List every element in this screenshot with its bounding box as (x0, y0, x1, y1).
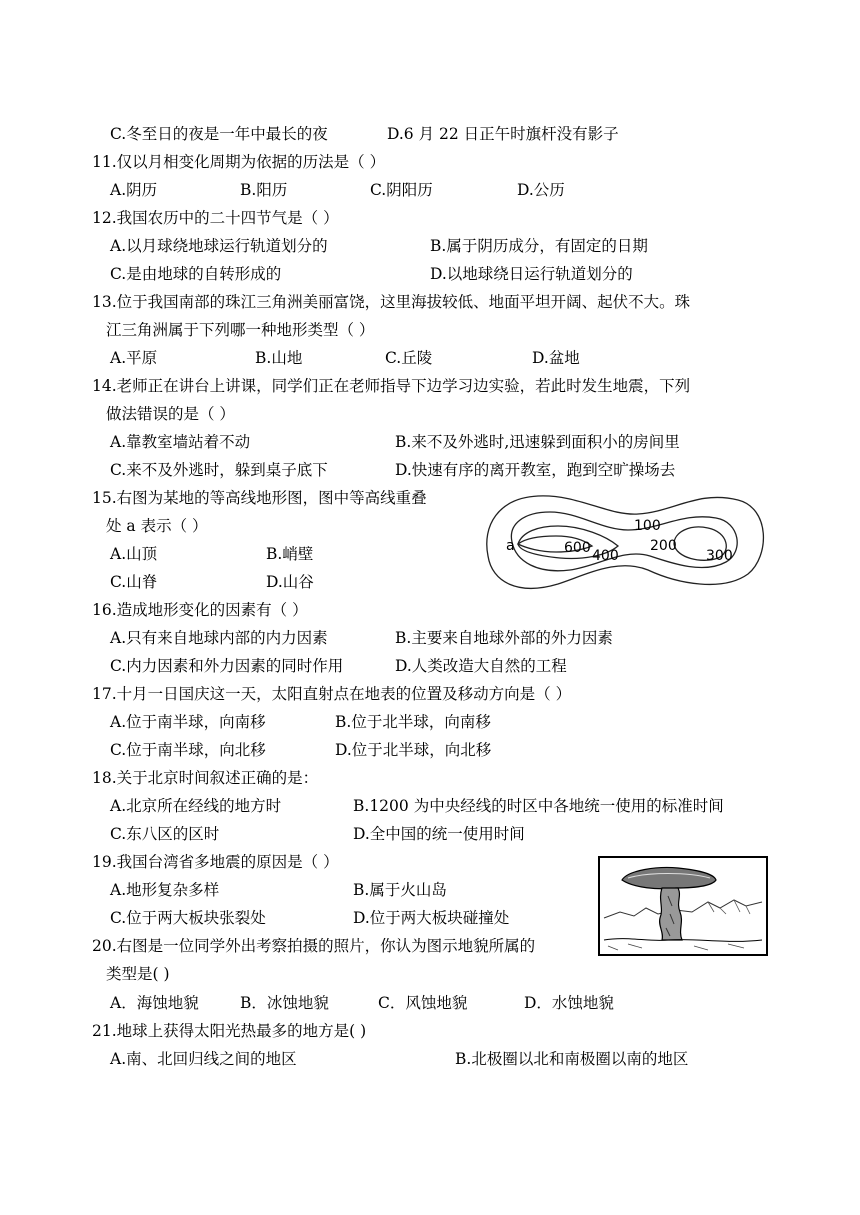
q12-option-a[interactable]: A.以月球绕地球运行轨道划分的 (110, 237, 328, 255)
q16-option-d[interactable]: D.人类改造大自然的工程 (395, 657, 567, 675)
q11-option-d[interactable]: D.公历 (517, 181, 565, 199)
q17-stem: 17.十月一日国庆这一天，太阳直射点在地表的位置及移动方向是（ ） (92, 685, 572, 703)
q12-option-b[interactable]: B.属于阴历成分，有固定的日期 (430, 237, 648, 255)
q18-option-d[interactable]: D.全中国的统一使用时间 (353, 825, 525, 843)
mushroom-rock-stem (660, 888, 682, 940)
q10-option-d[interactable]: D.6 月 22 日正午时旗杆没有影子 (387, 125, 619, 143)
contour-label: 300 (706, 548, 733, 564)
q14-stem-line2: 做法错误的是（ ） (106, 405, 235, 423)
q20-option-a[interactable]: A．海蚀地貌 (110, 994, 199, 1012)
q13-option-c[interactable]: C.丘陵 (385, 349, 433, 367)
q20-stem-line2: 类型是( ) (106, 965, 170, 983)
q20-option-b[interactable]: B．冰蚀地貌 (240, 994, 329, 1012)
q17-option-a[interactable]: A.位于南半球，向南移 (110, 713, 266, 731)
q21-option-a[interactable]: A.南、北回归线之间的地区 (110, 1050, 297, 1068)
q17-option-d[interactable]: D.位于北半球，向北移 (335, 741, 492, 759)
q19-option-a[interactable]: A.地形复杂多样 (110, 881, 220, 899)
q10-option-c[interactable]: C.冬至日的夜是一年中最长的夜 (110, 125, 328, 143)
q13-option-d[interactable]: D.盆地 (532, 349, 580, 367)
q13-option-b[interactable]: B.山地 (255, 349, 303, 367)
q21-option-b[interactable]: B.北极圈以北和南极圈以南的地区 (455, 1050, 689, 1068)
q11-option-c[interactable]: C.阴阳历 (370, 181, 433, 199)
q12-stem: 12.我国农历中的二十四节气是（ ） (92, 209, 339, 227)
q14-option-b[interactable]: B.来不及外逃时,迅速躲到面积小的房间里 (395, 433, 680, 451)
q11-stem: 11.仅以月相变化周期为依据的历法是（ ） (92, 153, 386, 171)
q18-option-b[interactable]: B.1200 为中央经线的时区中各地统一使用的标准时间 (353, 797, 724, 815)
contour-label: 400 (592, 548, 619, 564)
q13-option-a[interactable]: A.平原 (110, 349, 158, 367)
q15-stem-line1: 15.右图为某地的等高线地形图，图中等高线重叠 (92, 489, 427, 507)
q18-option-a[interactable]: A.北京所在经线的地方时 (110, 797, 282, 815)
q17-option-b[interactable]: B.位于北半球，向南移 (335, 713, 491, 731)
q15-option-c[interactable]: C.山脊 (110, 573, 158, 591)
q20-stem-line1: 20.右图是一位同学外出考察拍摄的照片，你认为图示地貌所属的 (92, 937, 536, 955)
q17-option-c[interactable]: C.位于南半球，向北移 (110, 741, 266, 759)
q20-option-c[interactable]: C．风蚀地貌 (378, 994, 468, 1012)
contour-map-figure (478, 486, 774, 598)
q16-option-b[interactable]: B.主要来自地球外部的外力因素 (395, 629, 613, 647)
q15-option-b[interactable]: B.峭壁 (266, 545, 314, 563)
q16-stem: 16.造成地形变化的因素有（ ） (92, 601, 308, 619)
q15-option-a[interactable]: A.山顶 (110, 545, 158, 563)
contour-line-100 (487, 496, 764, 588)
contour-label: 600 (564, 540, 591, 556)
q18-option-c[interactable]: C.东八区的区时 (110, 825, 220, 843)
q18-stem: 18.关于北京时间叙述正确的是： (92, 769, 319, 787)
q13-stem-line1: 13.位于我国南部的珠江三角洲美丽富饶，这里海拔较低、地面平坦开阔、起伏不大。珠 (92, 293, 691, 311)
q12-option-c[interactable]: C.是由地球的自转形成的 (110, 265, 282, 283)
q19-option-d[interactable]: D.位于两大板块碰撞处 (353, 909, 510, 927)
q21-stem: 21.地球上获得太阳光热最多的地方是( ) (92, 1022, 367, 1040)
q16-option-a[interactable]: A.只有来自地球内部的内力因素 (110, 629, 328, 647)
q14-option-a[interactable]: A.靠教室墙站着不动 (110, 433, 251, 451)
q15-option-d[interactable]: D.山谷 (266, 573, 314, 591)
landform-photo (598, 856, 768, 956)
q19-option-b[interactable]: B.属于火山岛 (353, 881, 447, 899)
q13-stem-line2: 江三角洲属于下列哪一种地形类型（ ） (106, 321, 375, 339)
q14-stem-line1: 14.老师正在讲台上讲课，同学们正在老师指导下边学习边实验，若此时发生地震，下列 (92, 377, 691, 395)
q19-option-c[interactable]: C.位于两大板块张裂处 (110, 909, 266, 927)
contour-label: 100 (634, 518, 661, 534)
q14-option-c[interactable]: C.来不及外逃时，躲到桌子底下 (110, 461, 328, 479)
q11-option-b[interactable]: B.阳历 (240, 181, 288, 199)
q16-option-c[interactable]: C.内力因素和外力因素的同时作用 (110, 657, 344, 675)
q20-option-d[interactable]: D．水蚀地貌 (524, 994, 614, 1012)
q11-option-a[interactable]: A.阴历 (110, 181, 158, 199)
contour-line-200 (511, 512, 737, 571)
q19-stem: 19.我国台湾省多地震的原因是（ ） (92, 853, 339, 871)
q15-stem-line2: 处 a 表示（ ） (106, 517, 208, 535)
contour-label-a: a (506, 538, 515, 554)
q12-option-d[interactable]: D.以地球绕日运行轨道划分的 (430, 265, 633, 283)
q14-option-d[interactable]: D.快速有序的离开教室，跑到空旷操场去 (395, 461, 676, 479)
contour-label: 200 (650, 538, 677, 554)
